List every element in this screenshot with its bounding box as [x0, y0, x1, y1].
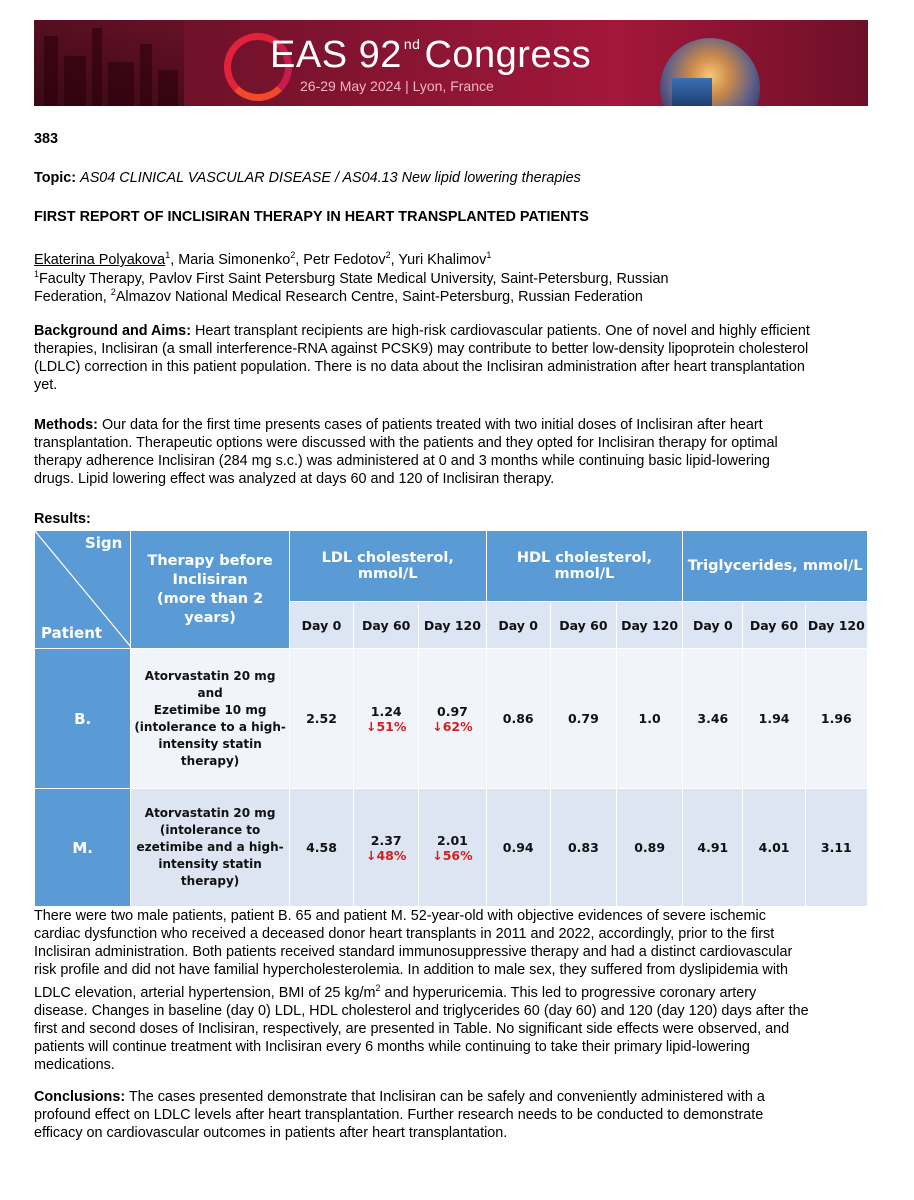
conclusions-section: Conclusions: The cases presented demonstrate that Inclisiran can be safely and conveniently administered with a profound effect on LDLC levels after heart transplantation. Further research needs to be conducted to demonstrate efficacy on cardiovascular outcomes in patients after heart transplantation. — [34, 1089, 765, 1141]
congress-banner — [34, 20, 868, 106]
conclusions-label: Conclusions: — [34, 1089, 126, 1105]
results-label: Results: — [34, 511, 91, 527]
results-table — [34, 530, 868, 906]
banner-subtitle: 26-29 May 2024 | Lyon, France — [300, 78, 494, 94]
presenting-author: Ekaterina Polyakova — [34, 251, 166, 268]
day-header: Day 120 — [805, 602, 867, 649]
hdl-day0-cell: 0.94 — [486, 789, 550, 907]
ldl-day60-cell: 2.37 ↓48% — [354, 789, 419, 907]
hdl-group-header: HDL cholesterol, mmol/L — [486, 531, 683, 602]
day-header: Day 120 — [419, 602, 486, 649]
table-row — [35, 789, 868, 907]
author: Maria Simonenko — [178, 251, 291, 268]
therapy-header: Therapy before Inclisiran (more than 2 years) — [131, 531, 290, 649]
decrease-badge: ↓51% — [366, 718, 407, 734]
topic-label: Topic: — [34, 170, 77, 186]
table-corner-cell — [35, 531, 131, 649]
abstract-title: FIRST REPORT OF INCLISIRAN THERAPY IN HEART TRANSPLANTED PATIENTS — [34, 209, 589, 225]
day-header: Day 120 — [617, 602, 683, 649]
cityscape-image — [34, 20, 184, 106]
ldl-day0-cell: 2.52 — [289, 649, 353, 789]
table-row — [35, 649, 868, 789]
author: Yuri Khalimov — [398, 251, 487, 268]
ldl-day120-cell: 2.01 ↓56% — [419, 789, 486, 907]
topic-text: AS04 CLINICAL VASCULAR DISEASE / AS04.13 New lipid lowering therapies — [80, 170, 581, 186]
patient-cell: B. — [35, 649, 131, 789]
affiliation-line-1: $^1$Faculty Therapy, Pavlov First Saint Petersburg State Medical University, Saint-Petersburg, Russian — [34, 269, 669, 287]
riverside-image — [672, 78, 712, 106]
tg-day120-cell: 3.11 — [805, 789, 867, 907]
day-header: Day 0 — [683, 602, 743, 649]
corner-patient: Patient — [41, 624, 103, 642]
tg-day0-cell: 3.46 — [683, 649, 743, 789]
hdl-day120-cell: 1.0 — [617, 649, 683, 789]
methods-label: Methods: — [34, 417, 98, 433]
day-header: Day 60 — [743, 602, 805, 649]
decrease-badge: ↓48% — [366, 847, 407, 863]
day-header: Day 60 — [354, 602, 419, 649]
therapy-cell: Atorvastatin 20 mg (intolerance to ezetimibe and a high- intensity statin therapy) — [131, 789, 290, 907]
decrease-badge: ↓62% — [432, 718, 473, 734]
day-header: Day 0 — [486, 602, 550, 649]
tg-day60-cell: 1.94 — [743, 649, 805, 789]
tg-day60-cell: 4.01 — [743, 789, 805, 907]
tg-day120-cell: 1.96 — [805, 649, 867, 789]
results-text: There were two male patients, patient B. 65 and patient M. 52-year-old with objective evidences of severe ischemic cardiac dysfunction who received a deceased donor heart transplants in 2011 and 2022, accordingly, prior to the first Inclisiran administration. Both patients received standard immunosuppressive therapy and had a distinct cardiovascular risk profile and did not have familial hypercholesterolemia. In addition to male sex, they suffered from dyslipidemia with LDLC elevation, arterial hypertension, BMI of 25 $kg/m^2$ and hyperuricemia. This led to progressive coronary artery disease. Changes in baseline (day 0) LDL, HDL cholesterol and triglycerides 60 (day 60) and 120 (day 120) days after the first and second doses of Inclisiran, respectively, are presented in Table. No significant side effects were observed, and patients will continue treatment with Inclisiran every 6 months while continuing to take their primary lipid-lowering medications. — [34, 908, 809, 1073]
patient-cell: M. — [35, 789, 131, 907]
hdl-day60-cell: 0.79 — [550, 649, 616, 789]
background-label: Background and Aims: — [34, 323, 191, 339]
ldl-day120-cell: 0.97 ↓62% — [419, 649, 486, 789]
day-header: Day 60 — [550, 602, 616, 649]
banner-title: EAS 92 $^{nd}$ Congress — [270, 34, 592, 76]
hdl-day120-cell: 0.89 — [617, 789, 683, 907]
affiliation-line-2: Federation, $^2$Almazov National Medical Research Centre, Saint-Petersburg, Russian Federation — [34, 287, 643, 305]
topic-line — [34, 169, 581, 187]
tg-day0-cell: 4.91 — [683, 789, 743, 907]
abstract-number: 383 — [34, 131, 59, 147]
author: Petr Fedotov — [303, 251, 386, 268]
therapy-cell: Atorvastatin 20 mg and Ezetimibe 10 mg (intolerance to a high- intensity statin therapy) — [131, 649, 290, 789]
day-header: Day 0 — [289, 602, 353, 649]
corner-sign: Sign — [84, 534, 123, 552]
hdl-day0-cell: 0.86 — [486, 649, 550, 789]
ldl-day60-cell: 1.24 ↓51% — [354, 649, 419, 789]
ldl-group-header: LDL cholesterol, mmol/L — [289, 531, 486, 602]
author-list: Ekaterina Polyakova$^1$, Maria Simonenko$^2$, Petr Fedotov$^2$, Yuri Khalimov$^1$ — [34, 250, 492, 268]
tg-group-header: Triglycerides, mmol/L — [683, 531, 868, 602]
ldl-day0-cell: 4.58 — [289, 789, 353, 907]
background-section: Background and Aims: Heart transplant recipients are high-risk cardiovascular patients. One of novel and highly efficient therapies, Inclisiran (a small interference-RNA against PCSK9) may contribute to better low-density lipoprotein cholesterol (LDLC) correction in this patient population. There is no data about the Inclisiran administration after heart transplantation yet. — [34, 323, 810, 393]
decrease-badge: ↓56% — [432, 847, 473, 863]
methods-section: Methods: Our data for the first time presents cases of patients treated with two initial doses of Inclisiran after heart transplantation. Therapeutic options were discussed with the patients and they opted for Inclisiran therapy for optimal therapy adherence Inclisiran (284 mg s.c.) was administered at 0 and 3 months while continuing basic lipid-lowering drugs. Lipid lowering effect was analyzed at days 60 and 120 of Inclisiran therapy. — [34, 417, 778, 487]
hdl-day60-cell: 0.83 — [550, 789, 616, 907]
